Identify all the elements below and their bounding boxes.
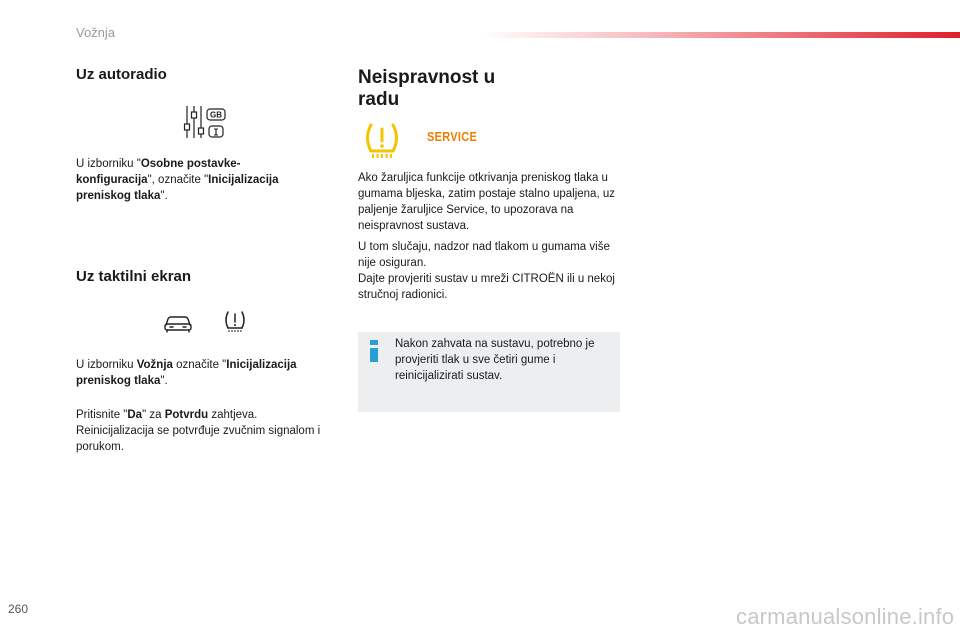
settings-sliders-icon bbox=[183, 104, 227, 142]
malfunction-advice: U tom slučaju, nadzor nad tlakom u gumama više nije osiguran. Dajte provjeriti sustav u mreži CITROËN ili u nekoj stručnoj radionici. bbox=[358, 241, 615, 301]
gb-badge-icon bbox=[207, 109, 225, 120]
heading-malfunction: Neispravnost u radu bbox=[358, 67, 496, 110]
header-accent-bar bbox=[480, 32, 960, 38]
service-warning-label: SERVICE bbox=[427, 129, 478, 144]
touchscreen-instructions: U izborniku Vožnja označite "Inicijalizacija preniskog tlaka". bbox=[76, 359, 297, 387]
svg-text:GB: GB bbox=[210, 110, 222, 120]
section-title: Vožnja bbox=[76, 25, 116, 40]
heading-autoradio: Uz autoradio bbox=[76, 66, 167, 83]
touchscreen-confirmation: Pritisnite "Da" za Potvrdu zahtjeva. Reinicijalizacija se potvrđuje zvučnim signalom i porukom. bbox=[76, 409, 321, 453]
info-icon bbox=[370, 340, 378, 362]
info-note-text: Nakon zahvata na sustavu, potrebno je provjeriti tlak u sve četiri gume i reinicijalizirati sustav. bbox=[395, 338, 595, 382]
car-icon bbox=[163, 312, 193, 334]
watermark: carmanualsonline.info bbox=[736, 604, 955, 629]
page-number: 260 bbox=[8, 602, 29, 616]
heading-touchscreen: Uz taktilni ekran bbox=[76, 268, 192, 285]
autoradio-instructions: U izborniku "Osobne postavke-konfiguracija", označite "Inicijalizacija preniskog tlaka". bbox=[76, 158, 279, 202]
info-note-box bbox=[358, 332, 620, 412]
tyre-pressure-warning-icon bbox=[222, 308, 248, 334]
i-badge-icon bbox=[209, 126, 223, 137]
tyre-pressure-warning-lamp-icon bbox=[361, 120, 403, 162]
malfunction-description: Ako žaruljica funkcije otkrivanja preniskog tlaka u gumama bljeska, zatim postaje stalno upaljena, uz paljenje žaruljice Service, to upozorava na neispravnost sustava. bbox=[358, 172, 615, 232]
